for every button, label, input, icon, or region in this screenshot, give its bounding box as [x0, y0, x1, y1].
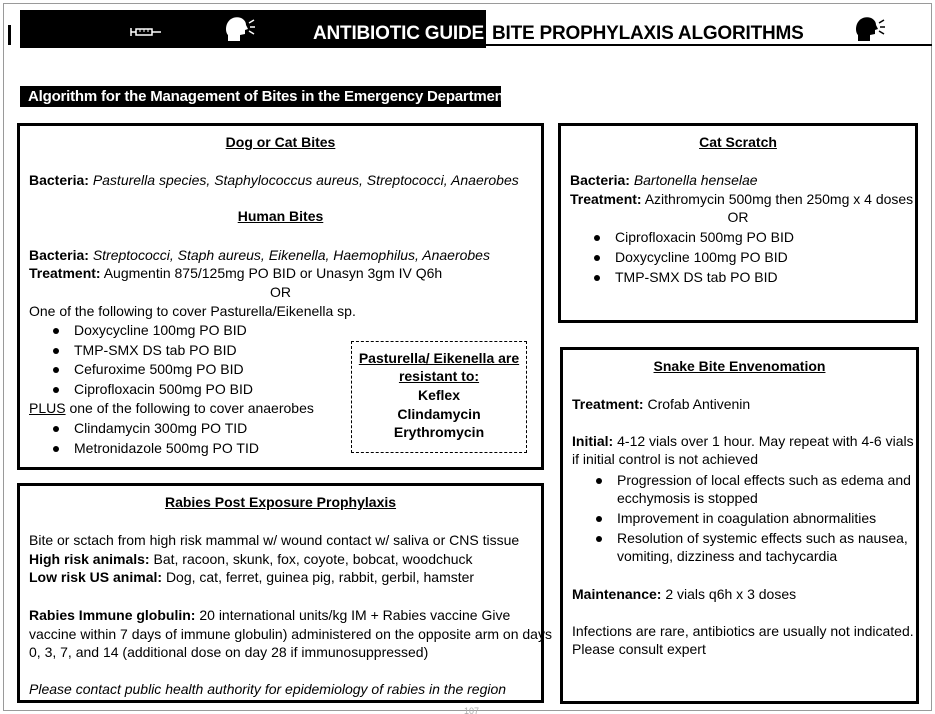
- syringe-icon: [130, 24, 162, 40]
- anaerobe-option: Metronidazole 500mg PO TID: [74, 440, 259, 456]
- human-option: Ciprofloxacin 500mg PO BID: [74, 381, 253, 397]
- human-treatment: Treatment: Augmentin 875/125mg PO BID or Unasyn 3gm IV Q6h: [29, 265, 443, 281]
- page-number: 107: [464, 706, 480, 714]
- snake-initial: Initial: 4-12 vials over 1 hour. May repeat with 4-6 vials: [572, 433, 914, 449]
- cat-scratch-or: OR: [727, 209, 749, 225]
- snake-maintenance: Maintenance: 2 vials q6h x 3 doses: [572, 586, 797, 602]
- rabies-low-risk: Low risk US animal: Dog, cat, ferret, guinea pig, rabbit, gerbil, hamster: [29, 569, 475, 585]
- human-one-of: One of the following to cover Pasturella/Eikenella sp.: [29, 303, 356, 319]
- resistant-drug: Keflex: [417, 387, 461, 403]
- speaking-head-icon: [854, 15, 886, 43]
- rabies-contact: Please contact public health authority for epidemiology of rabies in the region: [29, 681, 507, 697]
- human-plus: PLUS one of the following to cover anaerobes: [29, 400, 314, 416]
- dog-cat-bacteria: Bacteria: Pasturella species, Staphylococcus aureus, Streptococci, Anaerobes: [29, 172, 519, 188]
- cat-scratch-treatment: Treatment: Azithromycin 500mg then 250mg x 4 doses: [570, 191, 914, 207]
- cat-scratch-box: [558, 123, 918, 323]
- human-option: Cefuroxime 500mg PO BID: [74, 361, 244, 377]
- snake-point: Improvement in coagulation abnormalities: [617, 510, 877, 526]
- anaerobe-option: Clindamycin 300mg PO TID: [74, 420, 248, 436]
- resistant-drug: Clindamycin: [397, 406, 481, 422]
- rabies-box: [17, 483, 552, 703]
- cat-scratch-option: Doxycycline 100mg PO BID: [615, 249, 788, 265]
- resistance-callout: [351, 341, 527, 453]
- resistant-drug: Erythromycin: [393, 424, 485, 440]
- human-option: Doxycycline 100mg PO BID: [74, 322, 247, 338]
- speaking-head-icon: [224, 15, 256, 43]
- snake-point-cont: ecchymosis is stopped: [617, 490, 758, 506]
- guide-title: ANTIBIOTIC GUIDE: [313, 23, 484, 44]
- cat-scratch-title: Cat Scratch: [699, 134, 777, 150]
- human-title: Human Bites: [237, 208, 324, 224]
- rabies-high-risk: High risk animals: Bat, racoon, skunk, fox, coyote, bobcat, woodchuck: [29, 551, 473, 567]
- snake-note-cont: Please consult expert: [572, 641, 706, 657]
- rabies-rig-cont: vaccine within 7 days of immune globulin) administered on the opposite arm on days: [29, 626, 552, 642]
- snake-note: Infections are rare, antibiotics are usually not indicated.: [572, 623, 914, 639]
- rabies-title: Rabies Post Exposure Prophylaxis: [164, 494, 397, 510]
- human-option: TMP-SMX DS tab PO BID: [74, 342, 237, 358]
- resistance-title-line1: Pasturella/ Eikenella are: [358, 350, 520, 366]
- resistance-title-line2: resistant to:: [398, 368, 480, 384]
- dog-cat-title: Dog or Cat Bites: [225, 134, 336, 150]
- cat-scratch-bacteria: Bacteria: Bartonella henselae: [570, 172, 758, 188]
- snake-bite-box: [560, 347, 919, 704]
- snake-point: Progression of local effects such as edema and: [617, 472, 911, 488]
- snake-point: Resolution of systemic effects such as nausea,: [617, 530, 908, 546]
- header-rule: [486, 44, 932, 46]
- snake-treatment: Treatment: Crofab Antivenin: [572, 396, 751, 412]
- rabies-rig-cont: 0, 3, 7, and 14 (additional dose on day 28 if immunosuppressed): [29, 644, 429, 660]
- guide-subtitle: BITE PROPHYLAXIS ALGORITHMS: [492, 23, 804, 44]
- cat-scratch-option: TMP-SMX DS tab PO BID: [615, 269, 778, 285]
- snake-title: Snake Bite Envenomation: [653, 358, 826, 374]
- human-or: OR: [270, 284, 291, 300]
- section-banner: Algorithm for the Management of Bites in the Emergency Department: [20, 86, 501, 107]
- rabies-exposure: Bite or sctach from high risk mammal w/ wound contact w/ saliva or CNS tissue: [29, 532, 520, 548]
- snake-initial-cont: if initial control is not achieved: [572, 451, 758, 467]
- cat-scratch-option: Ciprofloxacin 500mg PO BID: [615, 229, 794, 245]
- header-left-tick: [8, 25, 11, 45]
- snake-point-cont: vomiting, dizziness and tachycardia: [617, 548, 838, 564]
- rabies-immune-globulin: Rabies Immune globulin: 20 international units/kg IM + Rabies vaccine Give: [29, 607, 511, 623]
- human-bacteria: Bacteria: Streptococci, Staph aureus, Eikenella, Haemophilus, Anaerobes: [29, 247, 490, 263]
